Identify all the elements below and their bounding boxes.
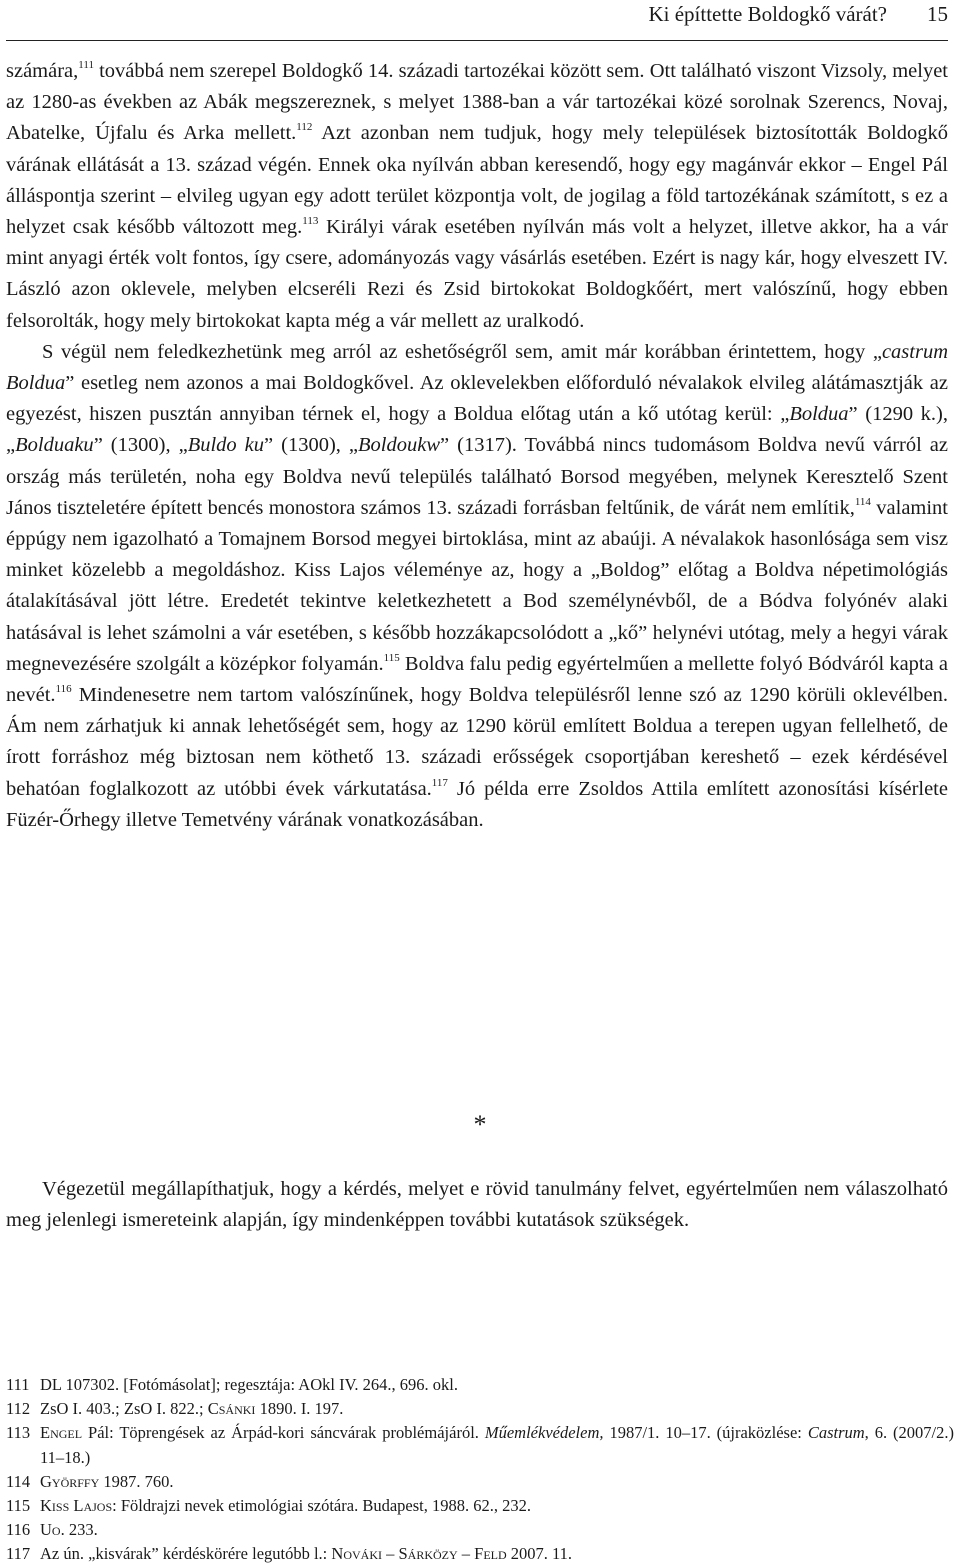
- running-header: [6, 2, 948, 32]
- main-text: [6, 56, 948, 836]
- footnote-ref-111[interactable]: 111: [78, 59, 94, 71]
- section-separator: *: [473, 1110, 487, 1139]
- footnote-ref-115[interactable]: 115: [383, 651, 400, 664]
- header-rule: [6, 40, 948, 41]
- conclusion-paragraph: Végezetül megállapíthatjuk, hogy a kérdés, melyet e rövid tanulmány felvet, egyértelműen nem válaszolható meg jelenlegi ismereteink alapján, így mindenképpen további kutatások szükségek.: [6, 1178, 948, 1232]
- footnote-ref-117[interactable]: 117: [431, 776, 448, 789]
- footnote-ref-113[interactable]: 113: [302, 215, 319, 228]
- paragraph-2: S végül nem feledkezhetünk meg arról az eshetőségről sem, amit már korábban érintettem, hogy „castrum Boldua” esetleg nem azonos a mai Boldogkővel. Az oklevelekben előforduló névalakok elvileg alátámasztják az egyezést, hiszen pusztán annyiban térnek el, hogy a Boldua előtag után a kő utótag kerül: „Boldua” (1290 k.), „Bolduaku” (1300), „Buldo ku” (1300), „Boldoukw” (1317). Továbbá nincs tudomásom Boldva nevű várról az ország más területén, noha egy Boldva nevű település található Borsod megyében, melynek Keresztelő Szent János tiszteletére épített bencés monostora számos 13. századi forrásban feltűnik, de várát nem említik,$^{114}$ valamint éppúgy nem igazolható a Tomajnem Borsod megyei birtoklása, mint az abaúji. A névalakok hasonlósága sem visz minket közelebb a megoldáshoz. Kiss Lajos véleménye az, hogy a „Boldog” előtag a Boldva népetimológiás átalakításával jött létre. Eredetét tekintve keletkezhetett a Bod személynévből, de a Bódva folyónév alaki hatásával is lehet számolni a vár esetében, s később hozzákapcsolódott a „kő” helynévi utótag, mely a hegyi várak megnevezésére szolgált a középkor folyamán.$^{115}$ Boldva falu pedig egyértelműen a mellette folyó Bódváról kapta a nevét.$^{116}$ Mindenesetre nem tartom valószínűnek, hogy Boldva településről lenne szó az 1290 körüli oklevélben. Ám nem zárhatjuk ki annak lehetőségét sem, hogy az 1290 körül említett Boldua a terepen ugyan fellelhető, de írott forráshoz még biztosan nem köthető 13. századi erősségek csoportjában kereshető – ezek kérdésével behatóan foglalkozott az utóbbi évek várkutatása.$^{117}$ Jó példa erre Zsoldos Attila említett azonosítási kísérlete Füzér-Őrhegy illetve Temetvény várának vonatkozásában.: [6, 340, 949, 831]
- footnote-ref-116[interactable]: 116: [55, 683, 72, 696]
- footnote-114: 114 Györffy 1987. 760.: [6, 1471, 174, 1491]
- paragraph-1: számára,$^{111}$ továbbá nem szerepel Boldogkő 14. századi tartozékai között sem. Ott található viszont Vizsoly, melyet az 1280-as években az Abák megszereznek, s melyet 1388-ban a vár tartozékai közé sorolnak Szerencs, Novaj, Abatelke, Újfalu és Arka mellett.$^{112}$ Azt azonban nem tudjuk, hogy mely települések biztosították Boldogkő várának ellátását a 13. század végén. Ennek oka nyílván abban keresendő, hogy egy magánvár ekkor – Engel Pál álláspontja szerint – elvileg ugyan egy adott terület központja volt, de jogilag a föld tartozékának számított, s ez a helyzet csak később változott meg.$^{113}$ Királyi várak esetében nyílván más volt a helyzet, illetve akkor, ha a vár mint anyagi érték volt fontos, így csere, adományozás vagy vásárlás esetében. Ezért is nagy kár, hogy elveszett IV. László azon oklevele, melyben elcseréli Rezi és Zsid birtokokat Boldogkőért, mert valószínű, hogy ebben felsorolták, hogy mely birtokokat kapta még a vár mellett az uralkodó.: [6, 59, 949, 332]
- running-title: Ki építtette Boldogkő várát?: [648, 2, 887, 26]
- footnote-ref-112[interactable]: 112: [296, 121, 313, 134]
- page-number: 15: [927, 2, 948, 26]
- footnote-116: 116 Uo. 233.: [6, 1520, 98, 1540]
- footnote-113: 113 Engel Pál: Töprengések az Árpád-kori sáncvárak problémájáról. Műemlékvédelem, 1987/1. 10–17. (újraközlése: Castrum, 6. (2007/2.) 11–18.): [6, 1423, 955, 1467]
- footnote-ref-114[interactable]: 114: [854, 495, 871, 508]
- footnote-112: 112 ZsO I. 403.; ZsO I. 822.; Csánki 1890. I. 197.: [6, 1399, 344, 1419]
- footnote-111: 111 DL 107302. [Fotómásolat]; regesztája: AOkl IV. 264., 696. okl.: [6, 1375, 458, 1394]
- footnote-117: 117 Az ún. „kisvárak” kérdéskörére legutóbb l.: Nováki – Sárközy – Feld 2007. 11.: [6, 1544, 573, 1564]
- footnote-115: 115 Kiss Lajos: Földrajzi nevek etimológiai szótára. Budapest, 1988. 62., 232.: [6, 1496, 531, 1516]
- footnotes: [6, 1373, 954, 1567]
